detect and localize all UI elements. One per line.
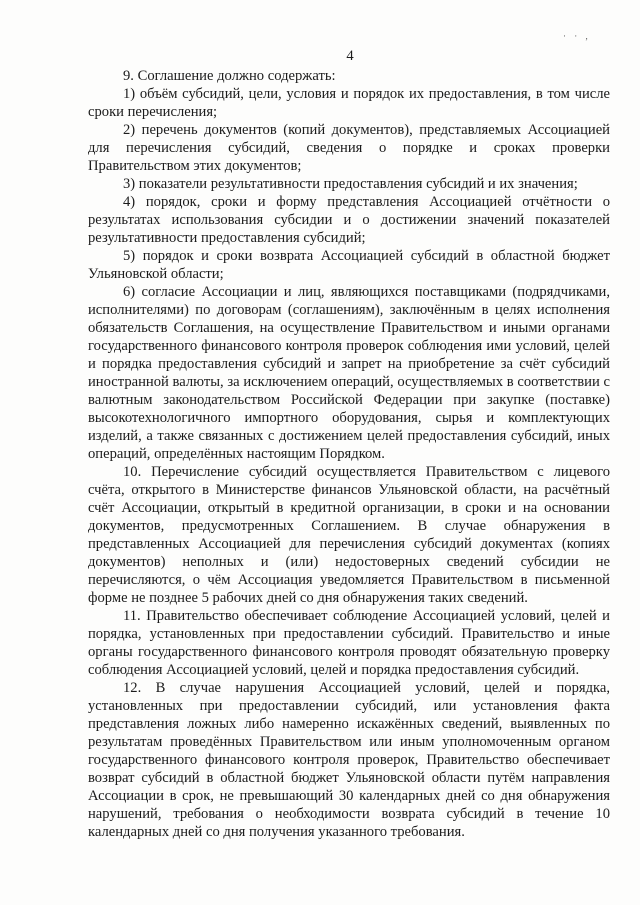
paragraph-10: 10. Перечисление субсидий осуществляется Правительством с лицевого счёта, открытого в Министерстве финансов Ульяновской области, на расчётный счёт Ассоциации, открытый в кредитной организации, в сроки и на основании документов, предусмотренных Соглашением. В случае обнаружения в представленных Ассоциацией для перечисления субсидий документах (копиях документов) неполных и (или) недостоверных сведений субсидии не перечисляются, о чём Ассоциация уведомляется Правительством в письменной форме не позднее 5 рабочих дней со дня обнаружения таких сведений.	[88, 464, 610, 606]
paragraph-9-item-4: 4) порядок, сроки и форму представления Ассоциацией отчётности о результатах использования субсидии и о достижении значений показателей результативности предоставления субсидий;	[88, 194, 610, 246]
paragraph-9-item-2: 2) перечень документов (копий документов), представляемых Ассоциацией для перечисления субсидий, сведения о порядке и сроках проверки Правительством этих документов;	[88, 122, 610, 174]
paragraph-11: 11. Правительство обеспечивает соблюдение Ассоциацией условий, целей и порядка, установленных при предоставлении субсидий. Правительство и иные органы государственного финансового контроля проводят обязательную проверку соблюдения Ассоциацией условий, целей и порядка предоставления субсидий.	[88, 608, 610, 678]
paragraph-9-item-5: 5) порядок и сроки возврата Ассоциацией субсидий в областной бюджет Ульяновской области;	[88, 248, 610, 282]
paragraph-12: 12. В случае нарушения Ассоциацией условий, целей и порядка, установленных при предоставлении субсидий, или установления факта представления ложных либо намеренно искажённых сведений, выявленных по результатам проведённых Правительством или иным уполномоченным органом государственного финансового контроля проверок, Правительство обеспечивает возврат субсидий в областной бюджет Ульяновской области путём направления Ассоциации в срок, не превышающий 30 календарных дней со дня обнаружения нарушений, требования о необходимости возврата субсидий в течение 10 календарных дней со дня получения указанного требования.	[88, 680, 610, 840]
document-body	[88, 67, 610, 841]
paragraph-9-item-6: 6) согласие Ассоциации и лиц, являющихся поставщиками (подрядчиками, исполнителями) по договорам (соглашениям), заключённым в целях исполнения обязательств Соглашения, на осуществление Правительством и иными органами государственного финансового контроля проверок соблюдения ими условий, целей и порядка предоставления субсидий и запрет на приобретение за счёт субсидий иностранной валюты, за исключением операций, осуществляемых в соответствии с валютным законодательством Российской Федерации при закупке (поставке) высокотехнологичного импортного оборудования, сырья и комплектующих изделий, а также связанных с достижением целей предоставления субсидий, иных операций, определённых настоящим Порядком.	[88, 284, 610, 462]
page-number: 4	[346, 48, 354, 64]
scan-mark: · · ,	[563, 31, 591, 41]
paragraph-9-item-1: 1) объём субсидий, цели, условия и порядок их предоставления, в том числе сроки перечисления;	[88, 86, 610, 120]
paragraph-9-item-3: 3) показатели результативности предоставления субсидий и их значения;	[123, 176, 578, 192]
paragraph-9-heading: 9. Соглашение должно содержать:	[123, 68, 336, 84]
